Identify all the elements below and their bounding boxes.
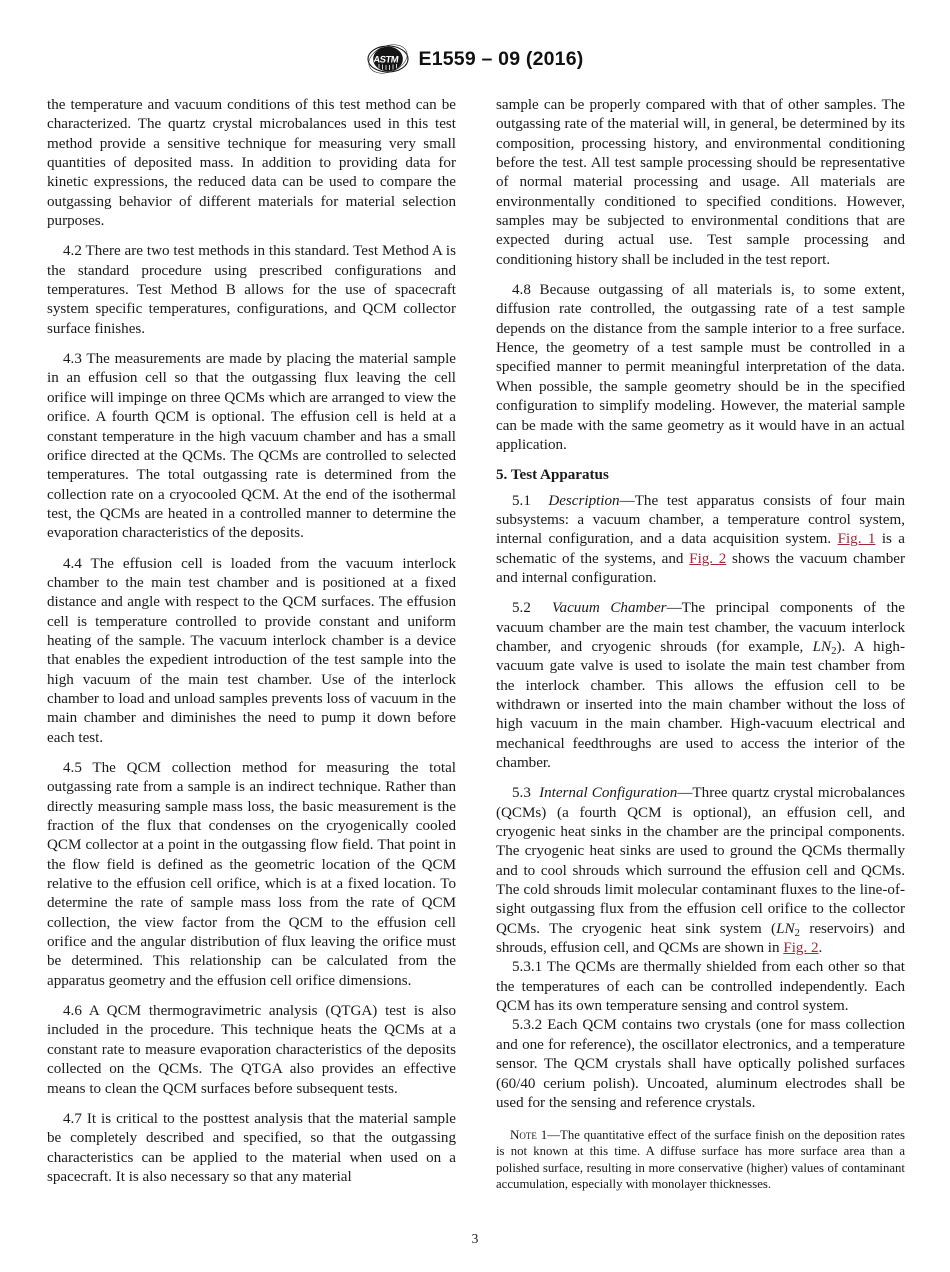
- page-header: [0, 44, 950, 74]
- paragraph-4-1-continued: the temperature and vacuum conditions of this test method can be characterized. The quartz crystal microbalances used in this test method provide a sensitive technique for measuring very small quantities of deposited mass. In addition to providing data for kinetic expressions, the reduced data can be used to compare the outgassing behavior of different materials for material selection purposes.: [47, 97, 456, 230]
- paragraph-5-2-text-a: —The principal components of the vacuum chamber are the main test chamber, the vacuum interlock chamber, and cryogenic shrouds (for example,: [496, 600, 905, 655]
- paragraph-5-2-number: 5.2: [512, 600, 531, 617]
- body-columns: [47, 96, 905, 1192]
- paragraph-5-1: [496, 492, 905, 589]
- note-1: [496, 1127, 905, 1192]
- paragraph-5-3-term: Internal Configuration: [539, 785, 678, 802]
- note-1-text: —The quantitative effect of the surface finish on the deposition rates is not known at this time. A diffuse surface has more surface area than a polished surface, resulting in more conservative (higher) values of contaminant accumulation, especially with monolayer thicknesses.: [496, 1128, 905, 1191]
- document-designation: E1559 – 09 (2016): [418, 47, 584, 70]
- paragraph-5-2-term: Vacuum Chamber: [552, 600, 667, 617]
- paragraph-5-3: [496, 784, 905, 958]
- section-heading-5: 5. Test Apparatus: [496, 467, 609, 484]
- paragraph-5-1-term: Description: [548, 492, 620, 509]
- paragraph-4-3: 4.3 The measurements are made by placing the material sample in an effusion cell so that the outgassing flux leaving the cell orifice will impinge on three QCMs which are arranged to view the orifice. A fourth QCM is optional. The effusion cell is held at a constant temperature in the high vacuum chamber and has a small orifice directed at the QCMs. The QCMs are controlled to selected temperatures. The total outgassing rate is determined from the collection rate on a cryocooled QCM. At the end of the isothermal test, the QCMs are heated in a controlled manner to determine the evaporation characteristics of the deposits.: [47, 351, 456, 542]
- paragraph-5-1-text-c: shows the vacuum chamber and internal configuration.: [496, 550, 905, 586]
- paragraph-4-7: 4.7 It is critical to the posttest analysis that the material sample be completely described and specified, so that the outgassing characteristics can be applied to the material when used on a spacecraft. It is also necessary so that any material: [47, 1110, 456, 1185]
- symbol-ln2: LN: [812, 638, 832, 655]
- paragraph-4-2: 4.2 There are two test methods in this standard. Test Method A is the standard procedure using prescribed configurations and temperatures. Test Method B allows for the use of spacecraft system specific temperatures, configurations, and QCM collector surface finishes.: [47, 243, 456, 337]
- symbol-ln2-b-subscript: 2: [794, 926, 800, 939]
- paragraph-5-1-text-b: is a schematic of the systems, and: [496, 531, 905, 567]
- paragraph-5-3-text-c: .: [818, 940, 823, 957]
- svg-text:ASTM: ASTM: [372, 54, 399, 66]
- paragraph-4-4: 4.4 The effusion cell is loaded from the vacuum interlock chamber to the main test chamber and is positioned at a fixed distance and angle with respect to the QCM surfaces. The effusion cell is temperature controlled to provide constant and uniform heating of the sample. The vacuum interlock chamber is a device that enables the expedient introduction of the test sample into the high vacuum of the main test chamber. Use of the interlock chamber to load and unload samples prevents loss of vacuum in the main chamber and diminishes the need to pump it down before each test.: [47, 555, 456, 746]
- paragraph-5-2-text-b: ). A high-vacuum gate valve is used to isolate the main test chamber from the interlock chamber. This allows the effusion cell to be withdrawn or inserted into the main chamber without the loss of high vacuum in the main chamber. High-vacuum electrical and mechanical feedthroughs are used to access the interior of the chamber.: [496, 638, 905, 771]
- paragraph-5-3-number: 5.3: [512, 785, 531, 802]
- paragraph-5-3-text-b: reservoirs) and shrouds, effusion cell, and QCMs are shown in: [496, 920, 905, 957]
- figure-link-fig-2-b[interactable]: Fig. 2: [783, 940, 819, 957]
- page-number: 3: [471, 1231, 479, 1246]
- paragraph-5-3-1: 5.3.1 The QCMs are thermally shielded from each other so that the temperatures of each can be controlled independently. Each QCM has its own temperature sensing and control system.: [496, 959, 905, 1015]
- note-1-label: Note 1: [510, 1127, 548, 1143]
- left-column: [47, 96, 456, 1192]
- paragraph-5-3-text-a: —Three quartz crystal microbalances (QCMs) (a fourth QCM is optional), an effusion cell, and cryogenic heat sinks in the chamber are the principal components. The cryogenic heat sinks are used to ground the QCMs thermally and to cool shrouds which surround the effusion cell and QCMs. The cold shrouds limit molecular contaminant fluxes to the line-of-sight outgassing flux from the effusion cell orifice to the collector QCMs. The cryogenic heat sink system (: [496, 785, 905, 937]
- paragraph-4-5: 4.5 The QCM collection method for measuring the total outgassing rate from a sample is an indirect technique. Rather than directly measuring sample mass loss, the basic measurement is the fraction of the flux that condenses on the cryogenically cooled QCM collector at a point in the outgassing flow field. That point in the flow field is defined as the geometric location of the QCM relative to the effusion cell orifice, which is at a fixed location. To determine the rate of sample mass loss from the rate of QCM collection, the view factor from the QCM to the effusion cell orifice and the angular distribution of flux leaving the orifice must be determined. This relationship can be calculated from the apparatus geometry and the effusion cell orifice dimensions.: [47, 760, 456, 989]
- paragraph-5-3-2: 5.3.2 Each QCM contains two crystals (one for mass collection and one for reference), the oscillator electronics, and a temperature sensor. The QCM crystals shall have optically polished surfaces (60/40 cerium polish). Uncoated, aluminum electrodes shall be used for the sensing and reference crystals.: [496, 1017, 905, 1111]
- paragraph-4-6: 4.6 A QCM thermogravimetric analysis (QTGA) test is also included in the procedure. This technique heats the QCMs at a constant rate to measure evaporation characteristics of the deposits collected on the QCMs. The QTGA also provides an effective means to clean the QCM surfaces before subsequent tests.: [47, 1003, 456, 1097]
- symbol-ln2-subscript: 2: [831, 644, 837, 657]
- right-column: [496, 96, 905, 1192]
- astm-logo-icon: [367, 44, 409, 74]
- paragraph-4-8: 4.8 Because outgassing of all materials is, to some extent, diffusion rate controlled, the outgassing rate of a test sample depends on the distance from the sample interior to a free surface. Hence, the geometry of a test sample must be controlled in a specified manner to permit meaningful interpretation of the data. When possible, the sample geometry should be in the specified configuration to simplify modeling. However, the material sample can be made with the same geometry as it would have in an actual application.: [496, 282, 905, 453]
- figure-link-fig-2[interactable]: Fig. 2: [689, 550, 727, 567]
- paragraph-5-1-text-a: —The test apparatus consists of four main subsystems: a vacuum chamber, a temperature control system, internal configuration, and a data acquisition system.: [496, 492, 905, 548]
- paragraph-5-2: [496, 599, 905, 773]
- paragraph-5-1-number: 5.1: [512, 492, 531, 509]
- symbol-ln2-b: LN: [776, 920, 795, 937]
- figure-link-fig-1[interactable]: Fig. 1: [837, 531, 876, 548]
- paragraph-4-7-continued: sample can be properly compared with that of other samples. The outgassing rate of the material will, in general, be determined by its composition, processing history, and environmental conditioning before the test. All test sample processing should be representative of normal material processing and usage. All materials are environmentally conditioned to specified conditions. However, samples may be subjected to environmental conditions that are expected during actual use. Test sample processing and conditioning history shall be included in the test report.: [496, 97, 905, 268]
